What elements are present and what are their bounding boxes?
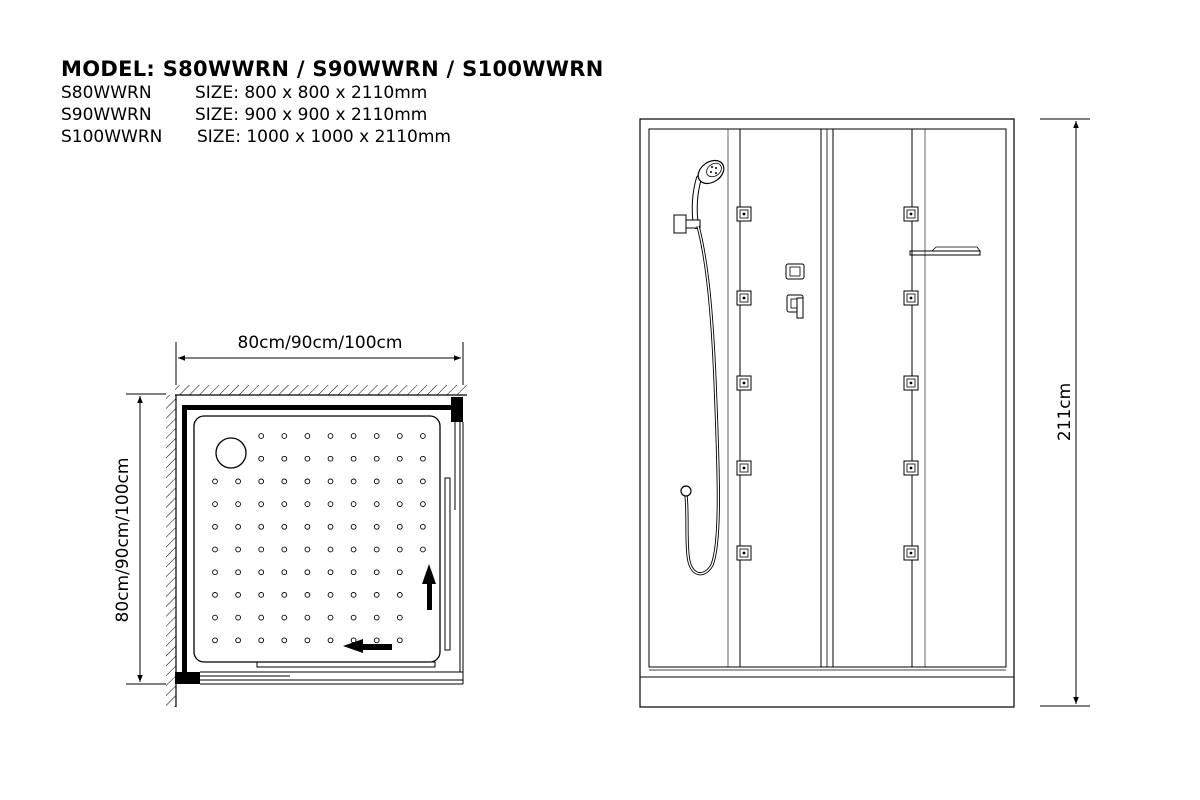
tray-dot (305, 524, 310, 529)
tray-dot (397, 547, 402, 552)
body-jet-icon (737, 461, 751, 475)
tray-dot (259, 502, 264, 507)
tray-dot (397, 593, 402, 598)
tray-dot (328, 434, 333, 439)
tray-dot (282, 547, 287, 552)
tray-dot (282, 638, 287, 643)
tray-dot (351, 593, 356, 598)
tray-dot (213, 502, 218, 507)
valve-knob-icon (786, 264, 804, 279)
tray-dot (351, 456, 356, 461)
spec-model: S90WWRN (61, 105, 152, 125)
tray-dot (213, 570, 218, 575)
tray-dot (236, 593, 241, 598)
tray-dot (213, 593, 218, 598)
tray-dot (259, 638, 264, 643)
tray-dot (305, 593, 310, 598)
tray-dot (328, 547, 333, 552)
tray-dot (259, 479, 264, 484)
tray-dot (421, 502, 426, 507)
massage-jets (737, 207, 918, 560)
body-jet-icon (737, 376, 751, 390)
tray-dot (259, 593, 264, 598)
tray-dot (236, 502, 241, 507)
tray-dot (351, 434, 356, 439)
control-panel (786, 264, 804, 318)
depth-label: 80cm/90cm/100cm (113, 457, 133, 623)
tray-dot (397, 524, 402, 529)
body-jet-icon (904, 291, 918, 305)
tray-dot (351, 570, 356, 575)
body-jet-icon (737, 546, 751, 560)
door-slide-up-arrow-icon (422, 564, 436, 610)
front-elevation (640, 119, 1090, 707)
tray-dot (397, 456, 402, 461)
tray-dot (421, 456, 426, 461)
tray-dot (397, 479, 402, 484)
tray-dot (328, 593, 333, 598)
tray-dot (282, 434, 287, 439)
drain-icon (216, 438, 246, 468)
tray-dot (421, 479, 426, 484)
hand-shower-icon (674, 156, 728, 574)
tray-dot (374, 638, 379, 643)
tray-dot (374, 524, 379, 529)
spec-size: SIZE: 900 x 900 x 2110mm (195, 105, 428, 125)
tray-dot (397, 638, 402, 643)
tray-dot (213, 479, 218, 484)
tray-dot (305, 456, 310, 461)
tray-dot (421, 434, 426, 439)
tray-dot (421, 524, 426, 529)
tray-dot (328, 502, 333, 507)
tray-dot (213, 615, 218, 620)
spec-model: S80WWRN (61, 83, 152, 103)
tray-dot (282, 479, 287, 484)
tray-dot (282, 524, 287, 529)
tray-dot (305, 434, 310, 439)
tray-dot (236, 570, 241, 575)
tray-dot (305, 547, 310, 552)
tray-dot (236, 524, 241, 529)
tray-dot (213, 638, 218, 643)
body-jet-icon (904, 376, 918, 390)
tray-dot (421, 547, 426, 552)
tray-dot (213, 547, 218, 552)
depth-dimension (113, 394, 166, 684)
tray-dot (351, 615, 356, 620)
spec-size: SIZE: 800 x 800 x 2110mm (195, 83, 428, 103)
tray-dot (259, 615, 264, 620)
tray-dot (397, 502, 402, 507)
tray-dot (374, 434, 379, 439)
tray-dot (305, 638, 310, 643)
tray-dot (259, 570, 264, 575)
tray-dot-grid (213, 434, 426, 643)
tray-dot (282, 615, 287, 620)
tray-dot (351, 547, 356, 552)
tray-dot (374, 547, 379, 552)
enclosure-frame (175, 397, 463, 684)
tray-dot (351, 502, 356, 507)
body-jet-icon (737, 207, 751, 221)
tray-dot (305, 479, 310, 484)
tray-dot (259, 547, 264, 552)
tray-dot (282, 593, 287, 598)
tray-dot (374, 479, 379, 484)
shower-tray (194, 416, 440, 662)
tray-dot (236, 547, 241, 552)
width-label: 80cm/90cm/100cm (237, 333, 403, 353)
tray-dot (397, 434, 402, 439)
tray-dot (328, 524, 333, 529)
tray-dot (259, 456, 264, 461)
tray-dot (351, 479, 356, 484)
tray-dot (328, 479, 333, 484)
tray-dot (328, 638, 333, 643)
model-title: MODEL: S80WWRN / S90WWRN / S100WWRN (61, 57, 604, 81)
height-dimension (1040, 119, 1090, 706)
tray-dot (282, 502, 287, 507)
body-jet-icon (904, 207, 918, 221)
wall-hatching (166, 385, 467, 707)
tray-dot (374, 593, 379, 598)
tray-dot (282, 456, 287, 461)
width-dimension (176, 333, 463, 385)
tray-dot (397, 615, 402, 620)
tray-dot (259, 524, 264, 529)
tray-dot (374, 570, 379, 575)
body-jet-icon (737, 291, 751, 305)
tray-dot (374, 456, 379, 461)
tray-dot (305, 502, 310, 507)
tray-dot (374, 502, 379, 507)
body-jet-icon (904, 461, 918, 475)
body-jet-icon (904, 546, 918, 560)
tray-dot (236, 638, 241, 643)
shelf-icon (910, 247, 980, 255)
height-label: 211cm (1055, 382, 1075, 442)
spec-model: S100WWRN (61, 127, 163, 147)
tray-dot (236, 615, 241, 620)
spec-size: SIZE: 1000 x 1000 x 2110mm (197, 127, 451, 147)
tray-dot (374, 615, 379, 620)
tray-dot (305, 570, 310, 575)
tray-dot (259, 434, 264, 439)
floor-plan (113, 333, 467, 707)
tray-dot (282, 570, 287, 575)
tray-dot (328, 456, 333, 461)
tray-dot (213, 524, 218, 529)
tray-dot (397, 570, 402, 575)
tray-dot (305, 615, 310, 620)
tray-dot (236, 479, 241, 484)
tray-dot (328, 570, 333, 575)
tray-dot (328, 615, 333, 620)
glass-panels (649, 129, 1006, 670)
tray-dot (351, 524, 356, 529)
door-slide-left-arrow-icon (343, 639, 392, 653)
